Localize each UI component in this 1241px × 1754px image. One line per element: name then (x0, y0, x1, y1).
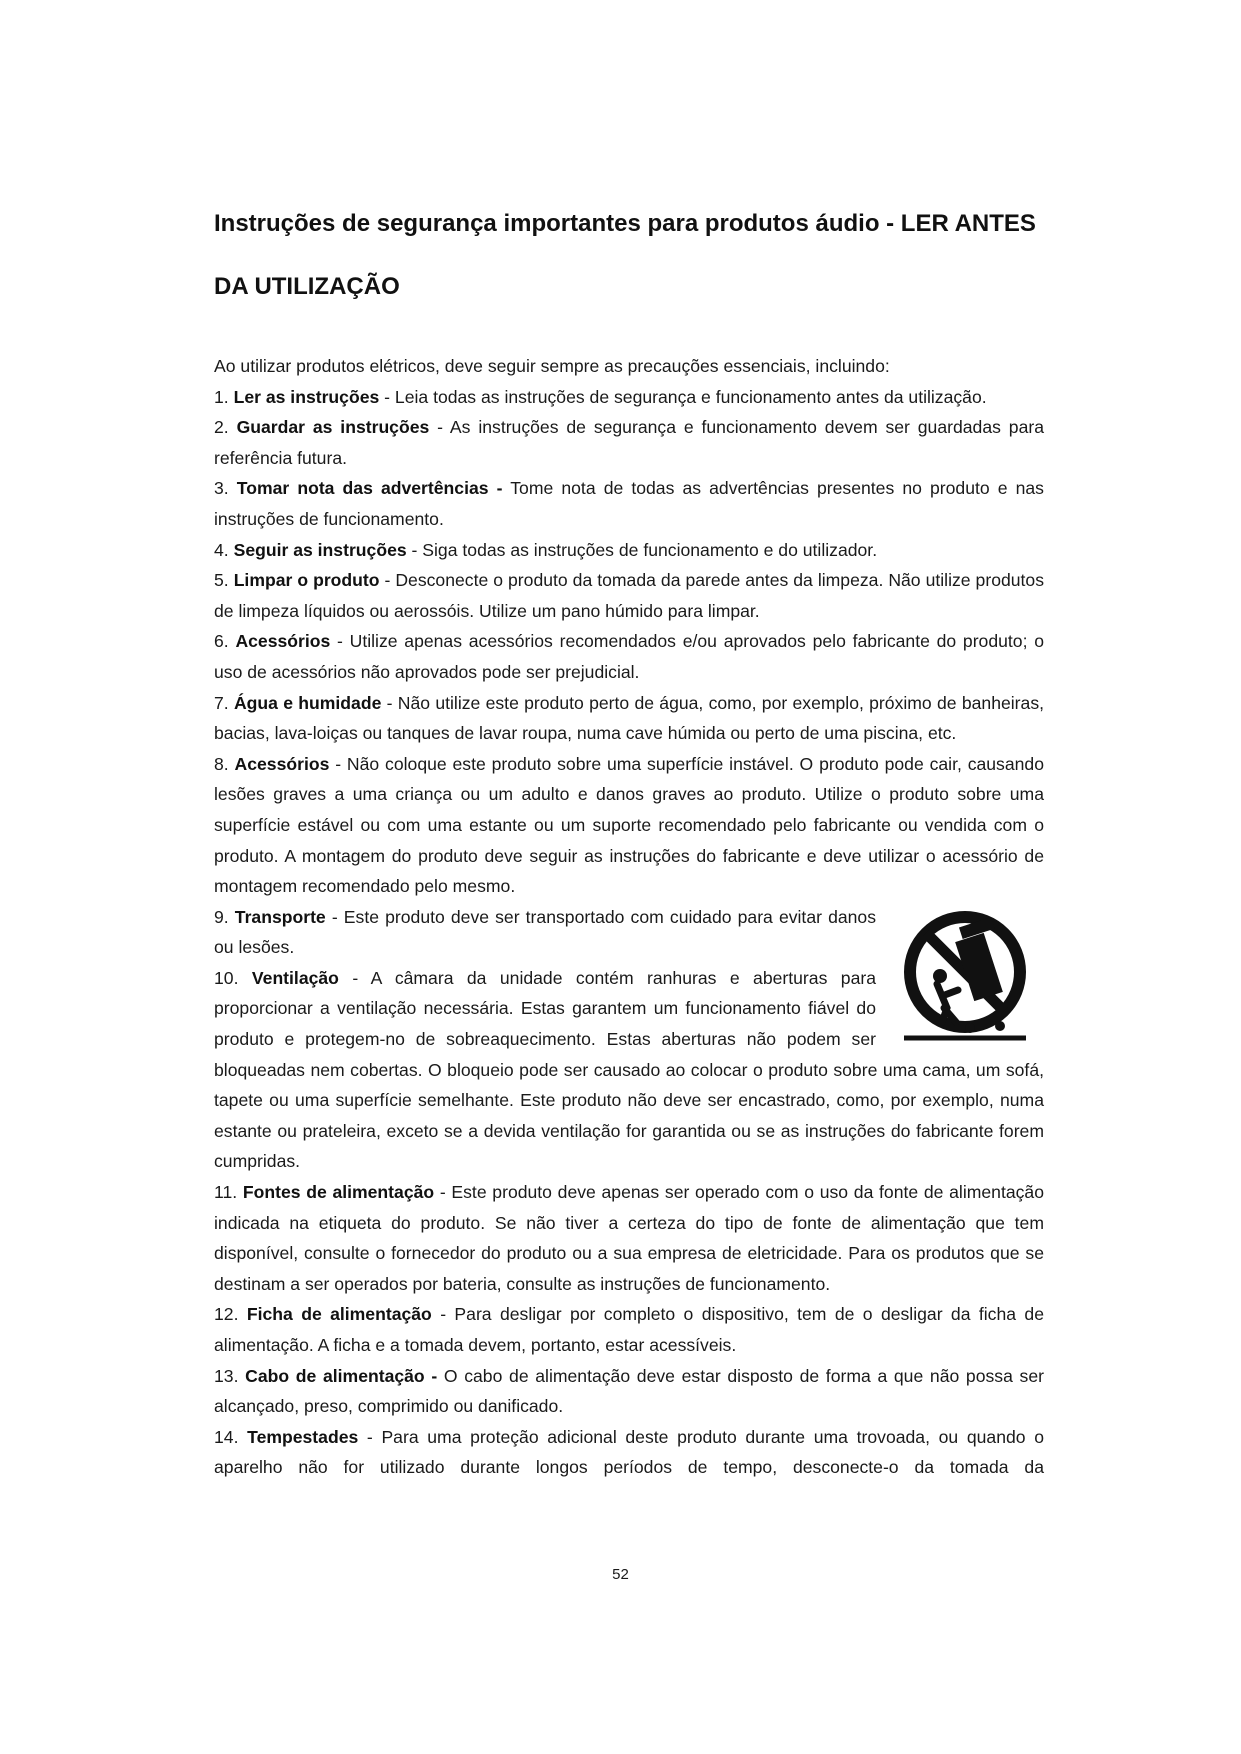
item-heading: Seguir as instruções (233, 539, 407, 560)
list-item: 10. Ventilação - A câmara da unidade contém ranhuras e aberturas para proporcionar a ventilação necessária. Estas garantem um funcionamento fiável do produto e protegem-no de sobreaquecimento. Estas aberturas não podem ser bloqueadas nem cobertas. O bloqueio pode ser causado ao colocar o produto sobre uma cama, um sofá, tapete ou uma superfície semelhante. Este produto não deve ser encastrado, como, por exemplo, numa estante ou prateleira, exceto se a devida ventilação for garantida ou se as instruções do fabricante forem cumpridas. (214, 967, 1044, 1172)
item-heading: Guardar as instruções (236, 417, 430, 438)
document-title-line-2: DA UTILIZAÇÃO (214, 273, 400, 300)
list-item: 8. Acessórios - Não coloque este produto sobre uma superfície instável. O produto pode cair, causando lesões graves a uma criança ou um adulto e danos graves ao produto. Utilize o produto sobre uma superfície estável ou com uma estante ou um suporte recomendado pelo fabricante ou vendida com o produto. A montagem do produto deve seguir as instruções do fabricante e deve utilizar o acessório de montagem recomendado pelo mesmo. (214, 753, 1044, 897)
item-heading: Limpar o produto (233, 570, 380, 591)
item-heading: Cabo de alimentação - (245, 1365, 438, 1386)
list-item: 12. Ficha de alimentação - Para desligar por completo o dispositivo, tem de o desligar da ficha de alimentação. A ficha e a tomada devem, portanto, estar acessíveis. (214, 1304, 1044, 1355)
list-item: 14. Tempestades - Para uma proteção adicional deste produto durante uma trovoada, ou quando o aparelho não for utilizado durante longos períodos de tempo, desconecte-o da tomada da (214, 1426, 1044, 1478)
item-heading: Acessórios (235, 631, 331, 652)
item-heading: Tomar nota das advertências - (236, 478, 503, 499)
item-heading: Ler as instruções (233, 386, 380, 407)
page-number: 52 (612, 1566, 629, 1583)
item-heading: Ventilação (251, 967, 339, 988)
cart-tip-over-warning-icon (890, 904, 1050, 1054)
list-item: 7. Água e humidade - Não utilize este produto perto de água, como, por exemplo, próximo de banheiras, bacias, lava-loiças ou tanques de lavar roupa, numa cave húmida ou perto de uma piscina, etc. (214, 692, 1045, 744)
list-item: 13. Cabo de alimentação - O cabo de alimentação deve estar disposto de forma a que não possa ser alcançado, preso, comprimido ou danificado. (214, 1365, 1044, 1417)
intro-paragraph: Ao utilizar produtos elétricos, deve seguir sempre as precauções essenciais, incluindo: (214, 356, 890, 376)
list-item: 6. Acessórios - Utilize apenas acessórios recomendados e/ou aprovados pelo fabricante do produto; o uso de acessórios não aprovados pode ser prejudicial. (214, 631, 1045, 682)
item-heading: Tempestades (247, 1426, 359, 1447)
document-title-line-1: Instruções de segurança importantes para produtos áudio - LER ANTES (214, 210, 1036, 237)
list-item: 1. Ler as instruções - Leia todas as instruções de segurança e funcionamento antes da utilização. (214, 386, 987, 407)
list-item: 11. Fontes de alimentação - Este produto deve apenas ser operado com o uso da fonte de alimentação indicada na etiqueta do produto. Se não tiver a certeza do tipo de fonte de alimentação que tem disponível, consulte o fornecedor do produto ou a sua empresa de eletricidade. Para os produtos que se destinam a ser operados por bateria, consulte as instruções de funcionamento. (214, 1182, 1045, 1294)
item-heading: Acessórios (234, 753, 330, 774)
list-item: 9. Transporte - Este produto deve ser transportado com cuidado para evitar danos ou lesões. (214, 906, 877, 958)
item-heading: Ficha de alimentação (246, 1304, 432, 1325)
list-item: 3. Tomar nota das advertências - Tome nota de todas as advertências presentes no produto e nas instruções de funcionamento. (214, 478, 1044, 529)
item-heading: Água e humidade (233, 692, 382, 713)
item-heading: Fontes de alimentação (242, 1182, 435, 1203)
item-heading: Transporte (234, 906, 326, 927)
list-item: 5. Limpar o produto - Desconecte o produto da tomada da parede antes da limpeza. Não utilize produtos de limpeza líquidos ou aerossóis. Utilize um pano húmido para limpar. (214, 570, 1045, 621)
list-item: 4. Seguir as instruções - Siga todas as instruções de funcionamento e do utilizador. (214, 539, 878, 560)
document-body (214, 351, 1044, 1483)
list-item: 2. Guardar as instruções - As instruções de segurança e funcionamento devem ser guardadas para referência futura. (214, 417, 1045, 468)
